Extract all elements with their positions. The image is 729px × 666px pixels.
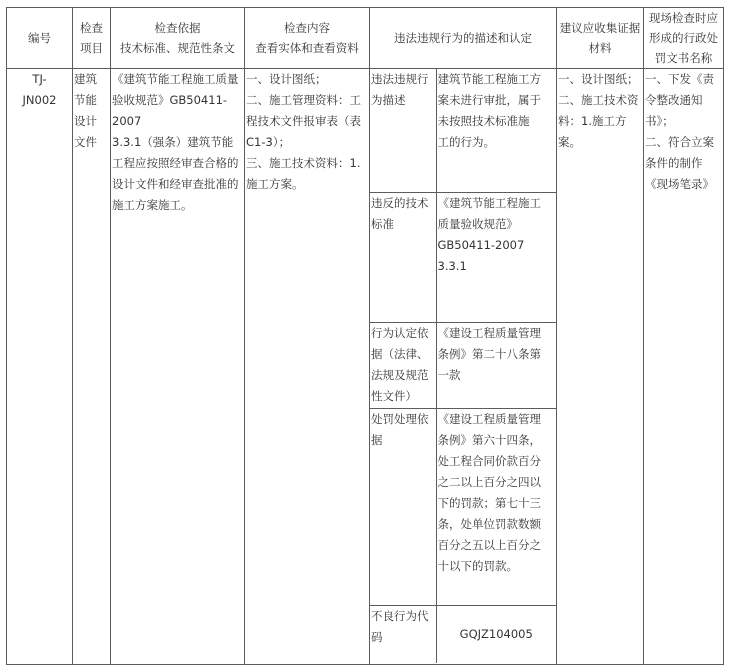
violation-value-penalty-basis [436,408,556,605]
record-documents-line-2: 令整改通知 [645,93,703,107]
header-id-text: 编号 [28,31,51,45]
record-basis-line-4: 3.3.1（强条）建筑节能 [112,135,234,149]
violation-subtable [370,69,556,663]
violation-value-line: 工的行为。 [437,135,495,149]
violation-value-line: 处工程合同价款百分 [437,453,541,468]
header-documents [644,8,724,69]
record-content-line-5: 三、施工技术资料：1. [246,156,361,170]
header-evidence [557,8,644,69]
record-content-line-6: 施工方案。 [246,177,304,191]
record-basis-line-1: 《建筑节能工程施工质量 [112,72,239,86]
record-evidence-line-2: 二、施工技术资 [558,93,639,107]
violation-label-description [370,69,436,192]
violation-value-standard [436,192,556,322]
header-evidence-line-2: 材料 [588,41,612,55]
violation-value-line: 未按照技术标准施 [437,114,530,128]
violation-label-line: 据（法律、 [371,346,429,361]
violation-value-line: 十以下的罚款。 [437,558,518,573]
record-evidence-line-4: 案。 [558,135,581,149]
violation-value-line: 《建筑节能工程施工 [437,195,541,210]
violation-label-line: 据 [371,432,383,447]
record-item-line-1: 建筑 [74,72,97,86]
violation-label-line: 违法违规行 [371,72,429,86]
header-content [245,8,370,69]
violation-value-line: 质量验收规范》 [437,216,518,231]
header-violation [370,8,557,69]
record-content-cell [245,69,370,665]
header-basis-line-1: 检查依据 [154,21,201,35]
violation-value-line: 下的罚款；第七十三 [437,495,541,510]
record-item-cell [73,69,111,665]
record-documents-line-3: 书》； [645,114,674,128]
violation-row-penalty-basis [370,408,556,605]
violation-value-line: 条，处单位罚款数额 [437,516,541,531]
violation-row-code [370,605,556,663]
violation-label-line: 标准 [371,216,394,231]
violation-value-line: 条例》第二十八条第 [437,346,541,361]
violation-value-line: 之二以上百分之四以 [437,474,541,489]
record-documents-cell [644,69,724,665]
record-documents-line-4: 二、符合立案 [645,135,714,149]
bad-behavior-code: GQJZ104005 [459,626,533,641]
record-item-line-3: 设计 [74,114,97,128]
header-item-line-2: 项目 [80,41,103,55]
violation-value-description [436,69,556,192]
header-basis-line-2: 技术标准、规范性条文 [120,41,235,55]
header-basis [111,8,245,69]
header-violation-text: 违法违规行为的描述和认定 [394,31,532,45]
violation-label-code [370,605,436,663]
violation-label-line: 为描述 [371,93,406,107]
record-basis-line-6: 设计文件和经审查批准的 [112,177,239,191]
violation-label-standard [370,192,436,322]
violation-value-line: 案未进行审批，属于 [437,93,541,107]
violation-row-standard [370,192,556,322]
violation-value-legal-basis [436,322,556,408]
violation-row-legal-basis [370,322,556,408]
violation-label-penalty-basis [370,408,436,605]
record-basis-cell [111,69,245,665]
header-documents-line-2: 形成的行政处 [649,31,718,45]
violation-value-line: 条例》第六十四条， [437,432,541,447]
record-basis-line-3: 2007 [112,114,142,128]
record-id-line-2: JN002 [22,93,57,107]
violation-label-legal-basis [370,322,436,408]
record-id-line-1: TJ- [32,72,47,86]
violation-cell [370,69,557,665]
header-content-line-1: 检查内容 [284,21,330,35]
record-basis-line-5: 工程应按照经审查合格的 [112,156,239,170]
record-evidence-line-1: 一、设计图纸； [558,72,639,86]
violation-value-line: GB50411-2007 [437,237,525,252]
violation-label-line: 码 [371,629,383,644]
header-row [7,8,724,69]
header-content-line-2: 查看实体和查看资料 [255,41,359,55]
violation-label-line: 违反的技术 [371,195,429,210]
header-item-line-1: 检查 [80,21,103,35]
violation-value-code [436,605,556,663]
record-evidence-line-3: 料：1.施工方 [558,114,627,128]
violation-value-line: 建筑节能工程施工方 [437,72,541,86]
record-content-line-2: 二、施工管理资料：工 [246,93,361,107]
header-documents-line-1: 现场检查时应 [649,11,718,25]
record-content-line-3: 程技术文件报审表（表 [246,114,361,128]
violation-label-line: 不良行为代 [371,608,429,623]
violation-value-line: 一款 [437,367,461,382]
violation-value-line: 百分之五以上百分之 [437,537,541,552]
record-documents-line-6: 《现场笔录》 [645,177,714,191]
record-basis-line-2: 验收规范》GB50411- [112,93,228,107]
record-documents-line-5: 条件的制作 [645,156,703,170]
record-item-line-4: 文件 [74,135,97,149]
violation-label-line: 行为认定依 [371,325,429,340]
violation-value-line: 《建设工程质量管理 [437,325,541,340]
record-content-line-4: C1-3）； [246,135,291,149]
record-item-line-2: 节能 [74,93,97,107]
header-evidence-line-1: 建议应收集证据 [559,21,641,35]
record-row [7,69,724,665]
violation-value-line: 3.3.1 [437,258,467,273]
header-item [73,8,111,69]
record-evidence-cell [557,69,644,665]
record-content-line-1: 一、设计图纸； [246,72,327,86]
inspection-table [6,7,724,665]
record-id-cell [7,69,73,665]
violation-label-line: 处罚处理依 [371,411,429,426]
violation-label-line: 法规及规范 [371,367,429,382]
record-documents-line-1: 一、下发《责 [645,72,714,86]
violation-value-line: 《建设工程质量管理 [437,411,541,426]
header-documents-line-3: 罚文书名称 [654,51,713,65]
header-id [7,8,73,69]
record-basis-line-7: 施工方案施工。 [112,198,193,212]
violation-row-description [370,69,556,192]
violation-label-line: 性文件） [371,388,417,403]
